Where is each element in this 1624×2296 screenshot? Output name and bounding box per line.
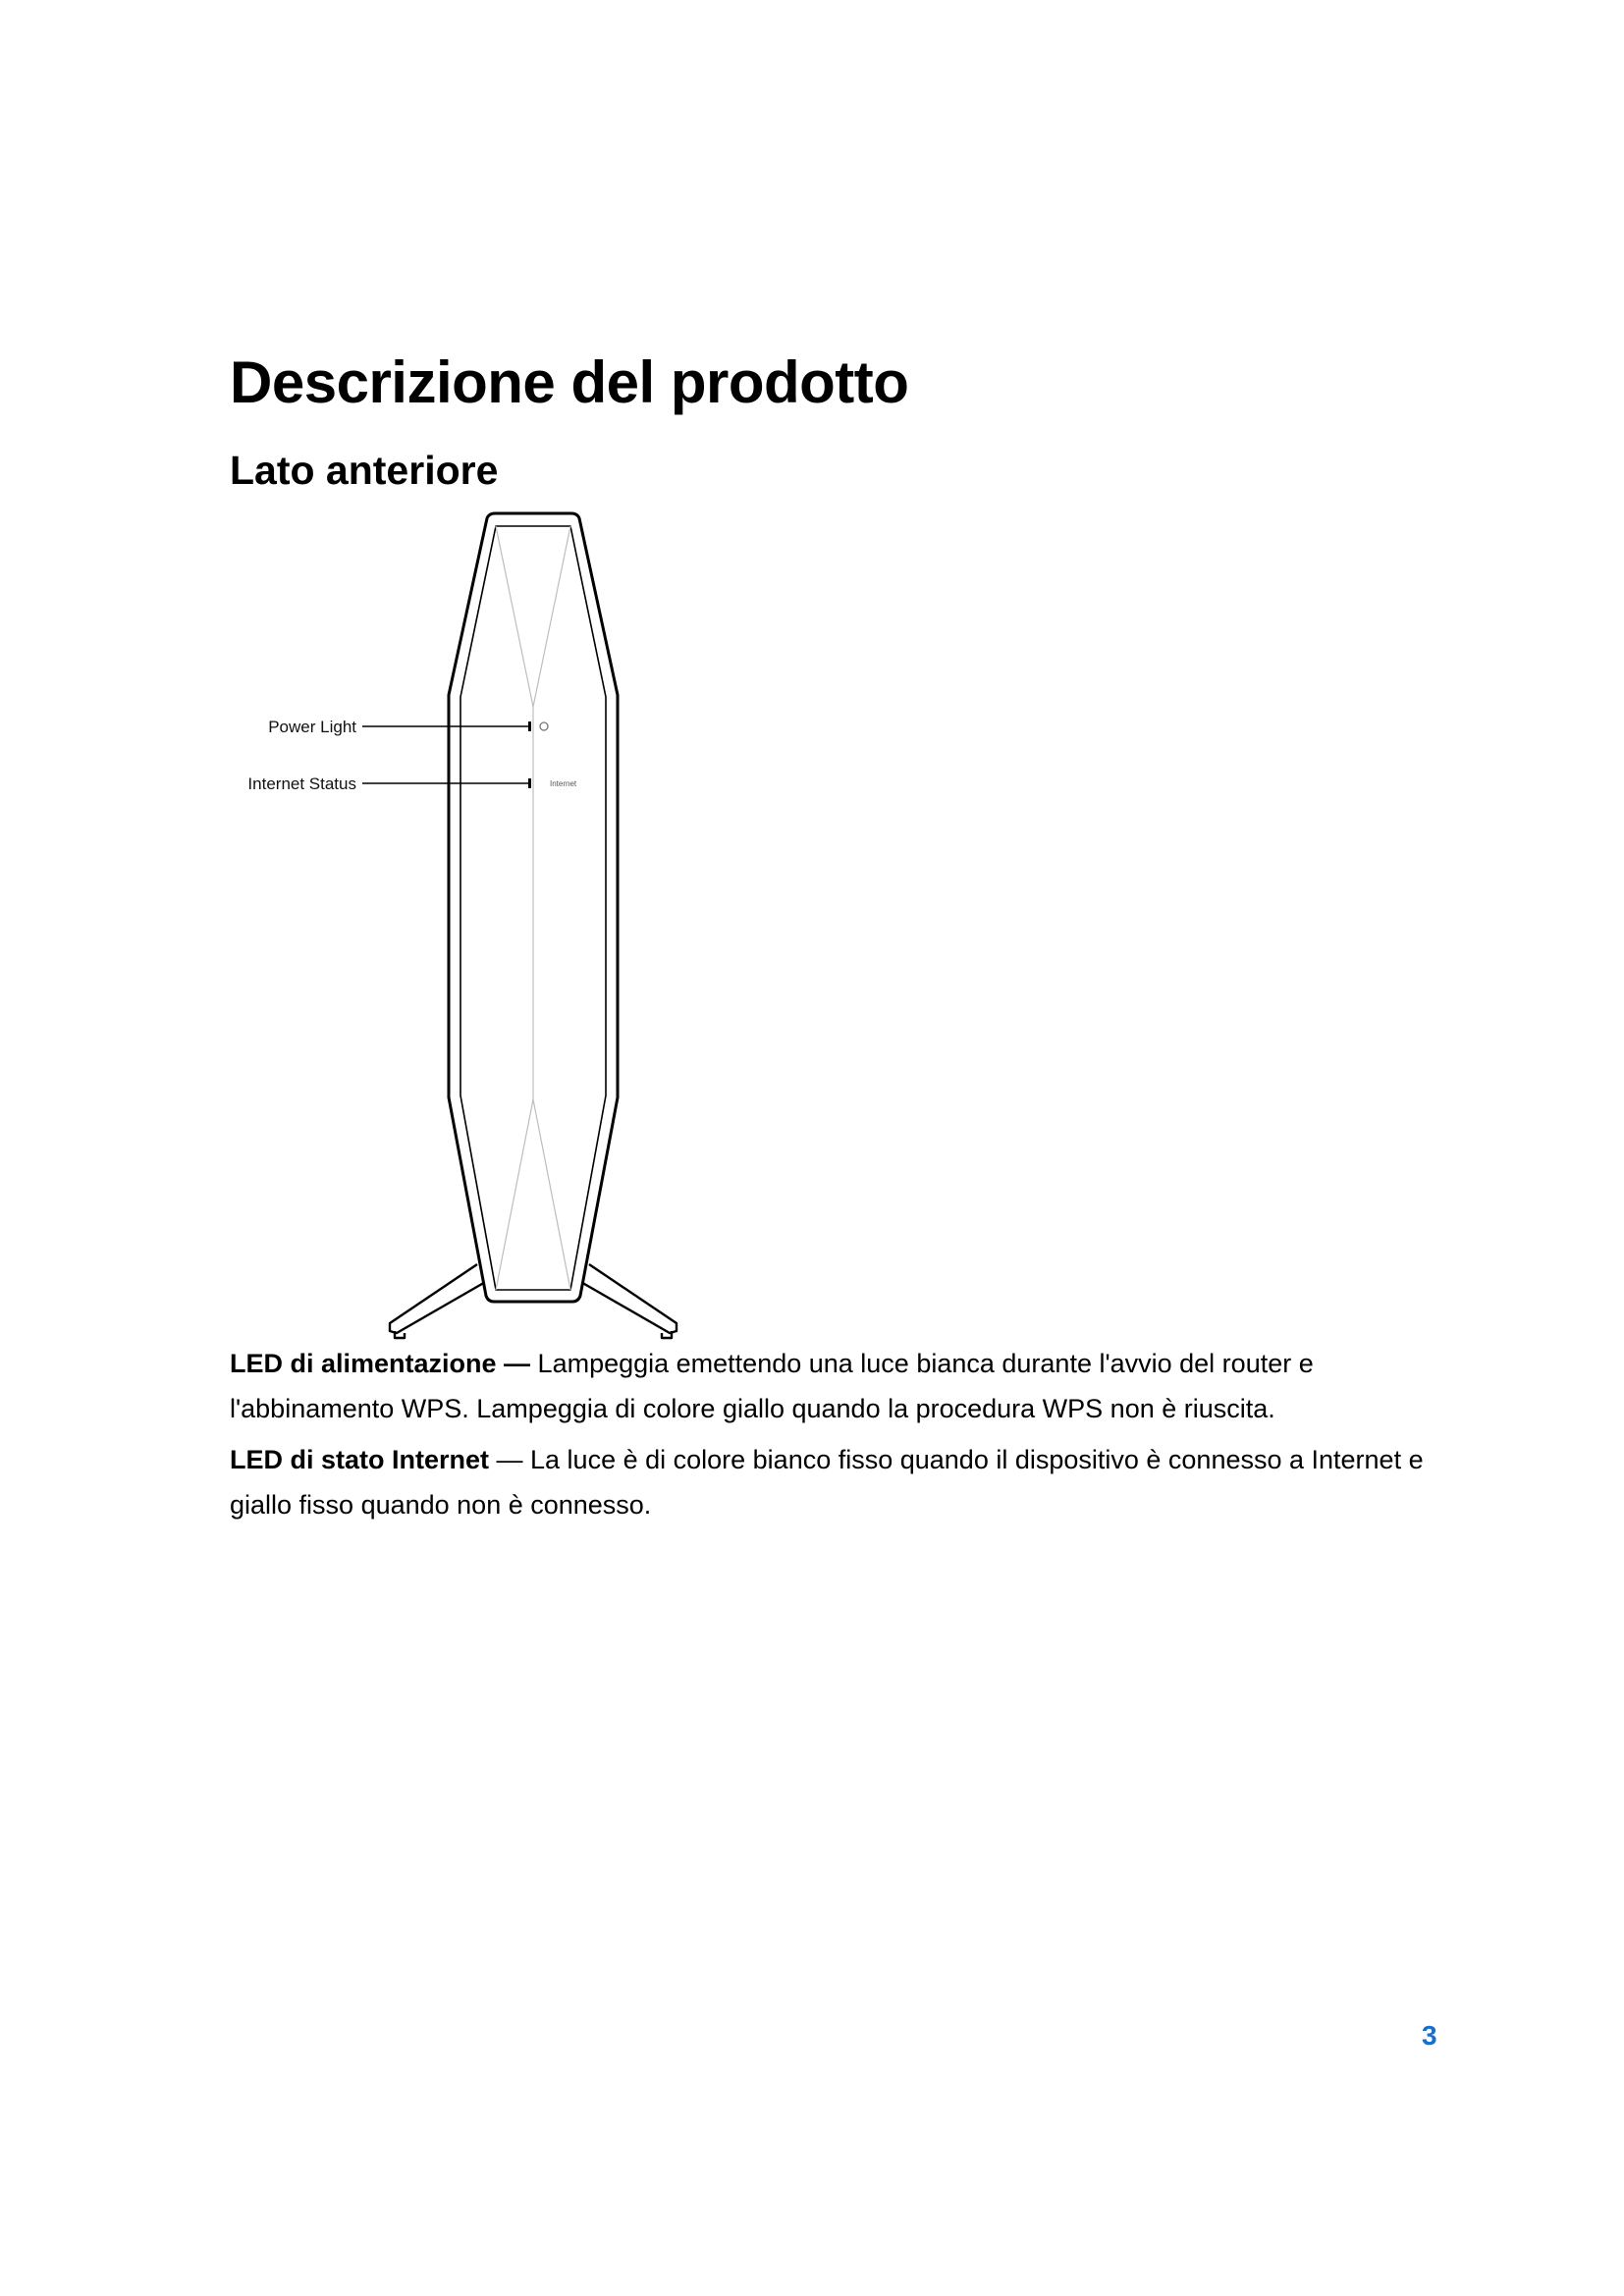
term-internet-led: LED di stato Internet — [230, 1445, 490, 1474]
term-power-led: LED di alimentazione — — [230, 1349, 531, 1378]
power-led — [528, 721, 531, 731]
description-internet-led-text: — La luce è di colore bianco fisso quando il dispositivo è connesso a Internet e giallo fisso quando non è connesso. — [230, 1445, 1424, 1520]
description-power-led-text: Lampeggia emettendo una luce bianca durante l'avvio del router e l'abbinamento WPS. Lampeggia di colore giallo quando la procedura WPS non è riuscita. — [230, 1349, 1314, 1423]
page-title: Descrizione del prodotto — [230, 349, 909, 415]
router-front-illustration — [230, 510, 691, 1345]
power-light-label: Power Light — [268, 718, 356, 736]
section-title: Lato anteriore — [230, 448, 499, 493]
internet-status-label: Internet Status — [247, 774, 356, 793]
router-drawing — [230, 510, 691, 1345]
description-power-led — [230, 1341, 1447, 1431]
internet-led — [528, 778, 531, 788]
internet-led-label: Internet — [550, 779, 577, 788]
description-internet-led — [230, 1437, 1447, 1527]
page-number: 3 — [1422, 2020, 1437, 2051]
